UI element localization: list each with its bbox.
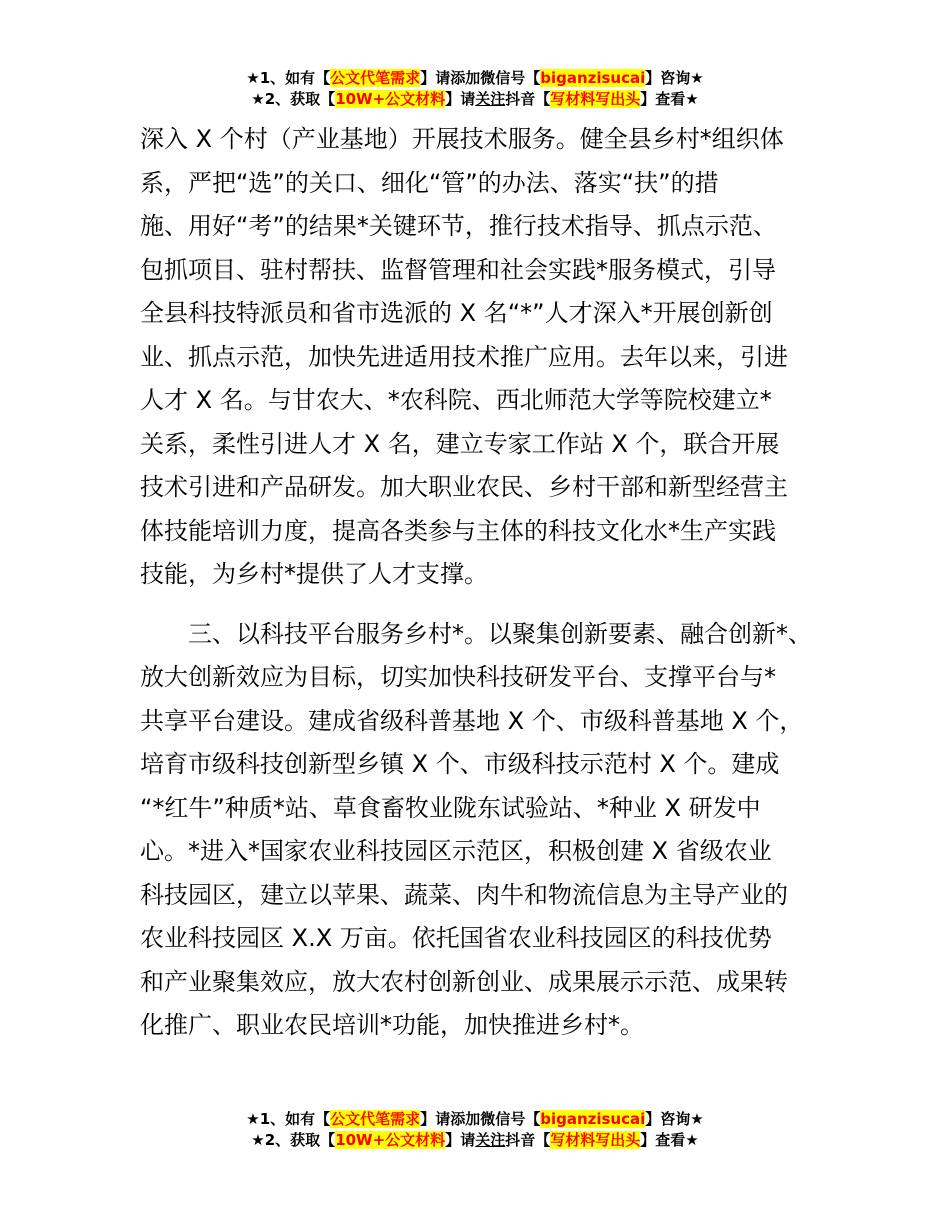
banner-text: 】请添加微信号【 bbox=[420, 69, 541, 87]
text-line: 系，严把“选”的关口、细化“管”的办法、落实“扶”的措 bbox=[140, 168, 719, 197]
banner-text: 】请 bbox=[445, 90, 476, 108]
footer-banner bbox=[0, 1109, 950, 1151]
text-line: 技能，为乡村*提供了人才支撑。 bbox=[140, 560, 488, 588]
banner-text: 抖音【 bbox=[505, 90, 551, 108]
paragraph-2 bbox=[140, 613, 830, 1048]
text-line: 技术引进和产品研发。加大职业农民、乡村干部和新型经营主 bbox=[140, 473, 788, 501]
text-line: 培育市级科技创新型乡镇 X 个、市级科技示范村 X 个。建成 bbox=[140, 750, 780, 778]
text-line: 施、用好“考”的结果*关键环节，推行技术指导、抓点示范、 bbox=[140, 212, 777, 240]
banner-text: 】查看★ bbox=[640, 1131, 699, 1149]
text-line: 心。*进入*国家农业科技园区示范区，积极创建 X 省级农业 bbox=[140, 837, 772, 865]
banner-text: ★1、如有【 bbox=[246, 1110, 331, 1128]
banner-highlight: 10W+公文材料 bbox=[335, 1131, 446, 1149]
banner-highlight-wechat-id: biganzisucai bbox=[540, 69, 646, 87]
banner-text: 】请 bbox=[445, 1131, 476, 1149]
text-line: 共享平台建设。建成省级科普基地 X 个、市级科普基地 X 个， bbox=[140, 706, 804, 735]
text-line: 科技园区，建立以苹果、蔬菜、肉牛和物流信息为主导产业的 bbox=[140, 880, 788, 909]
banner-highlight: 公文代笔需求 bbox=[330, 1110, 421, 1128]
text-line: 放大创新效应为目标，切实加快科技研发平台、支撑平台与* bbox=[140, 663, 776, 691]
banner-highlight: 10W+公文材料 bbox=[335, 90, 446, 108]
text-line: 全县科技特派员和省市选派的 X 名“*”人才深入*开展创新创 bbox=[140, 299, 773, 327]
paragraph-1 bbox=[140, 118, 830, 597]
text-line: 包抓项目、驻村帮扶、监督管理和社会实践*服务模式，引导 bbox=[140, 255, 776, 284]
banner-text: 】查看★ bbox=[640, 90, 699, 108]
banner-line-1 bbox=[0, 68, 950, 89]
banner-highlight-wechat-id: biganzisucai bbox=[540, 1110, 646, 1128]
banner-line-2 bbox=[0, 89, 950, 110]
text-line: 体技能培训力度，提高各类参与主体的科技文化水*生产实践 bbox=[140, 516, 776, 545]
banner-line-2 bbox=[0, 1130, 950, 1151]
text-line: 人才 X 名。与甘农大、*农科院、西北师范大学等院校建立* bbox=[140, 386, 772, 414]
text-line: 关系，柔性引进人才 X 名，建立专家工作站 X 个，联合开展 bbox=[140, 429, 780, 458]
banner-text: ★1、如有【 bbox=[246, 69, 331, 87]
text-line: “*红牛”种质*站、草食畜牧业陇东试验站、*种业 X 研发中 bbox=[140, 793, 761, 822]
banner-text: 抖音【 bbox=[505, 1131, 551, 1149]
text-line: 业、抓点示范，加快先进适用技术推广应用。去年以来，引进 bbox=[140, 342, 788, 371]
banner-line-1 bbox=[0, 1109, 950, 1130]
banner-highlight: 公文代笔需求 bbox=[330, 69, 421, 87]
banner-highlight-douyin-id: 写材料写出头 bbox=[550, 90, 641, 108]
text-line: 化推广、职业农民培训*功能，加快推进乡村*。 bbox=[140, 1011, 644, 1039]
banner-underlined-text: 关注 bbox=[475, 90, 506, 108]
banner-text: 】咨询★ bbox=[645, 69, 704, 87]
text-line: 农业科技园区 X.X 万亩。依托国省农业科技园区的科技优势 bbox=[140, 924, 772, 952]
banner-text: 】请添加微信号【 bbox=[420, 1110, 541, 1128]
banner-text: ★2、获取【 bbox=[251, 90, 336, 108]
banner-text: ★2、获取【 bbox=[251, 1131, 336, 1149]
section-heading-line: 三、以科技平台服务乡村*。以聚集创新要素、融合创新*、 bbox=[188, 619, 812, 648]
text-line: 深入 X 个村（产业基地）开展技术服务。健全县乡村*组织体 bbox=[140, 125, 784, 153]
text-line: 和产业聚集效应，放大农村创新创业、成果展示示范、成果转 bbox=[140, 967, 788, 996]
banner-text: 】咨询★ bbox=[645, 1110, 704, 1128]
banner-underlined-text: 关注 bbox=[475, 1131, 506, 1149]
banner-highlight-douyin-id: 写材料写出头 bbox=[550, 1131, 641, 1149]
document-body bbox=[140, 118, 830, 1048]
header-banner bbox=[0, 68, 950, 110]
